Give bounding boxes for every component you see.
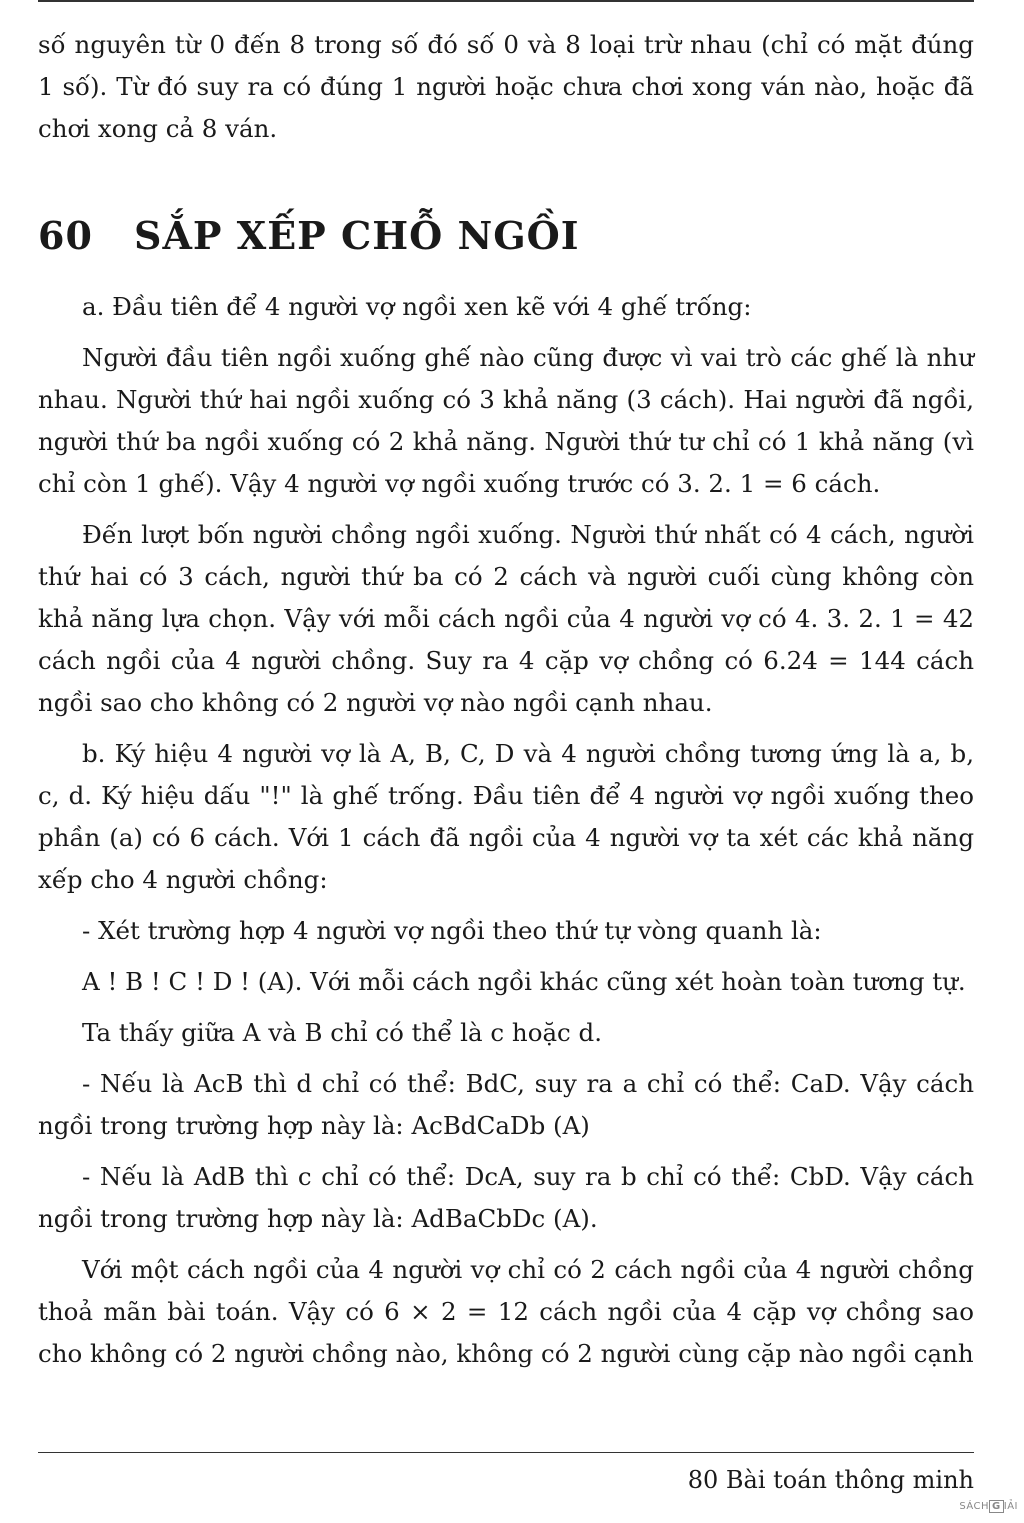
paragraph-case-order: - Xét trường hợp 4 người vợ ngồi theo thứ tự vòng quanh là:	[82, 916, 822, 945]
paragraph-husbands-seating: Đến lượt bốn người chồng ngồi xuống. Người thứ nhất có 4 cách, người thứ hai có 3 cách, người thứ ba có 2 cách và người cuối cùng không còn khả năng lựa chọn. Vậy với mỗi cách ngồi của 4 người vợ có 4. 3. 2. 1 = 42 cách ngồi của 4 người chồng. Suy ra 4 cặp vợ chồng có 6.24 = 144 cách ngồi sao cho không có 2 người vợ nào ngồi cạnh nhau.	[38, 520, 974, 717]
section-title: SẮP XẾP CHỖ NGỒI	[134, 213, 580, 258]
paragraph-part-a-intro: a. Đầu tiên để 4 người vợ ngồi xen kẽ với 4 ghế trống:	[82, 292, 752, 321]
paragraph-part-b-intro: b. Ký hiệu 4 người vợ là A, B, C, D và 4 người chồng tương ứng là a, b, c, d. Ký hiệu dấu "!" là ghế trống. Đầu tiên để 4 người vợ ngồi xuống theo phần (a) có 6 cách. Với 1 cách đã ngồi của 4 người vợ ta xét các khả năng xếp cho 4 người chồng:	[38, 739, 974, 894]
watermark-box: G	[989, 1500, 1004, 1513]
paragraph-case-adb: - Nếu là AdB thì c chỉ có thể: DcA, suy ra b chỉ có thể: CbD. Vậy cách ngồi trong trường hợp này là: AdBaCbDc (A).	[38, 1162, 974, 1233]
paragraph-continued: số nguyên từ 0 đến 8 trong số đó số 0 và 8 loại trừ nhau (chỉ có mặt đúng 1 số). Từ đó suy ra có đúng 1 người hoặc chưa chơi xong ván nào, hoặc đã chơi xong cả 8 ván.	[38, 30, 974, 143]
paragraph-case-acb: - Nếu là AcB thì d chỉ có thể: BdC, suy ra a chỉ có thể: CaD. Vậy cách ngồi trong trường hợp này là: AcBdCaDb (A)	[38, 1069, 974, 1140]
paragraph-seat-pattern: A ! B ! C ! D ! (A). Với mỗi cách ngồi khác cũng xét hoàn toàn tương tự.	[82, 967, 966, 996]
watermark-logo	[959, 1500, 1018, 1513]
paragraph-wives-seating: Người đầu tiên ngồi xuống ghế nào cũng được vì vai trò các ghế là như nhau. Người thứ hai ngồi xuống có 3 khả năng (3 cách). Hai người đã ngồi, người thứ ba ngồi xuống có 2 khả năng. Người thứ tư chỉ có 1 khả năng (vì chỉ còn 1 ghế). Vậy 4 người vợ ngồi xuống trước có 3. 2. 1 = 6 cách.	[38, 343, 974, 498]
watermark-right: IẢI	[1003, 1501, 1018, 1512]
paragraph-between-a-b: Ta thấy giữa A và B chỉ có thể là c hoặc d.	[82, 1018, 603, 1047]
section-heading	[38, 212, 974, 260]
footer-book-title: 80 Bài toán thông minh	[687, 1466, 974, 1494]
footer-rule	[38, 1452, 974, 1453]
section-number: 60	[38, 213, 93, 258]
watermark-left: SÁCH	[959, 1501, 990, 1512]
paragraph-conclusion: Với một cách ngồi của 4 người vợ chỉ có 2 cách ngồi của 4 người chồng thoả mãn bài toán. Vậy có 6 × 2 = 12 cách ngồi của 4 cặp vợ chồng sao cho không có 2 người chồng nào, không có 2 người cùng cặp nào ngồi cạnh	[38, 1255, 974, 1368]
top-rule	[38, 0, 974, 2]
page-content	[38, 24, 974, 1375]
